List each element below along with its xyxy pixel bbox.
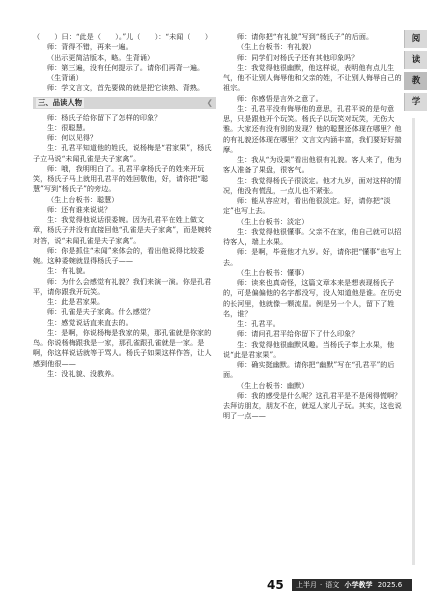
paragraph: 师：能从容应对，看出他很淡定。好，请你把“淡定”也写上去。 (223, 196, 391, 216)
sidebar (404, 30, 427, 114)
paragraph: 生：感觉说话直来直去的。 (47, 317, 133, 327)
left-column (33, 32, 216, 379)
paragraph: 生：此是君家果。 (47, 297, 105, 306)
paragraph: 师：确实挺幽默。请你把“幽默”写在“孔君平”的后面。 (223, 360, 395, 380)
tab-du: 读 (404, 51, 427, 69)
paragraph: 生：有礼貌。 (47, 266, 90, 276)
paragraph: （生上台板书：幽默） (237, 380, 309, 390)
paragraph: 生：孔君平。 (237, 319, 280, 328)
paragraph: 生：我从“为设果”看出他很有礼貌。客人来了，他为客人准备了果盘，很客气。 (223, 155, 402, 175)
paragraph: 师：还有谁来说说？ (47, 204, 112, 214)
issue-info-bar (292, 579, 412, 591)
paragraph: 师：请问孔君平给你留下了什么印象？ (237, 329, 359, 339)
paragraph: 生：我觉得他很懂事。父亲不在家，他自己就可以招待客人，端上水果。 (223, 226, 402, 246)
right-paragraphs (223, 32, 406, 422)
paragraph: （生上台板书：懂事） (237, 267, 309, 277)
left-paragraphs-bottom (33, 113, 216, 380)
magazine-brand: 小学教学 (344, 580, 373, 589)
sidebar-decorative-strip (404, 118, 427, 565)
paragraph: 师：杨氏子给你留下了怎样的印象？ (47, 112, 162, 122)
right-column (223, 32, 406, 422)
paragraph: 师：学文言文，首先要做的就是把它读熟、背熟。 (47, 83, 205, 93)
left-paragraphs-top (33, 32, 216, 94)
paragraph: （ ）曰：“此是（ ）。”儿（ ）：“未闻（ ） (33, 32, 212, 41)
issue-date: 2025.6 (377, 581, 403, 589)
paragraph: 师：背得不错，再来一遍。 (47, 42, 133, 52)
page-number: 45 (267, 578, 284, 592)
issue-half-month: 上半月 (296, 581, 317, 589)
paragraph: 生：没礼貌、没教养。 (47, 368, 119, 378)
issue-separator: · (320, 581, 323, 589)
paragraph: 师：哦，我明明白了。孔君平拿杨氏子的姓来开玩笑，杨氏子马上就用孔君平的姓回敬他，好，请你把“聪慧”写到“杨氏子”的旁边。 (33, 163, 209, 194)
paragraph: 师：同学们对杨氏子还有其他印象吗？ (237, 52, 359, 62)
paragraph: 师：是啊，毕竟他才九岁。好，请你把“懂事”也写上去。 (223, 247, 402, 267)
paragraph: 师：我的感受是什么呢？这孔君平是不是闲得慌啊？去拜访朋友，朋友不在，就逗人家儿子玩。其实，这也说明了一点—— (223, 390, 402, 421)
tab-jiao: 教 (404, 72, 427, 90)
paragraph: （生上台板书：有礼貌） (237, 42, 316, 52)
paragraph: 师：何以见得？ (47, 133, 98, 142)
paragraph: 生：孔君平知道他的姓氏，说杨梅是“君家果”，杨氏子立马说“未闻孔雀是夫子家禽”。 (33, 143, 212, 163)
paragraph: 师：读来也真奇怪，这篇文章本来是想表现杨氏子的，可是偏偏他的名字都没写，没人知道他是谁。在历史的长河里，他就像一颗流星。例是另一个人，留下了姓名，谁？ (223, 278, 402, 318)
paragraph: 师：你是抓住“未闻”来体会的，看出他说得比较委婉。这种委婉就显得杨氏子—— (33, 245, 205, 265)
paragraph: 生：孔君平没有侮辱他的意思，孔君平说的是句意思，只是跟他开个玩笑。杨氏子以玩笑对玩笑，无伤大雅。大家还有没有别的发现？他的聪慧还体现在哪里？他的有礼貌还体现在哪里？文言文内涵丰富，我们要好好揣摩。 (223, 103, 402, 154)
paragraph: 师：第三遍，没有任何提示了。请你们再背一遍。 (47, 62, 205, 72)
paragraph: 生：很聪慧。 (47, 122, 90, 132)
issue-subject: 语文 (325, 581, 340, 589)
section-heading: 三、品读人物 (38, 97, 83, 107)
paragraph: 师：为什么会感觉有礼貌？我们来演一演。你是孔君平，请你跟我开玩笑。 (33, 276, 212, 296)
paragraph: （生背诵） (47, 73, 83, 82)
chevron-left-icon: ❮ (206, 97, 213, 107)
paragraph: 生：我觉得他很幽默，他这样说，表明他有点儿生气，他不让别人侮辱他和父亲的姓，不让别人侮辱自己的祖宗。 (223, 62, 402, 93)
page-footer (0, 577, 427, 595)
paragraph: 生：我觉得他说话很委婉。因为孔君平在姓上做文章，杨氏子并没有直接回他“孔雀是夫子家禽”，而是婉转对答，说“未闻孔雀是夫子家禽”。 (33, 215, 212, 245)
paragraph: 生：我觉得杨氏子很淡定。他才九岁，面对这样的情况，他没有慌乱，一点儿也不紧张。 (223, 175, 402, 195)
paragraph: 生：我觉得他很幽默风趣。当杨氏子奉上水果，他说“此是君家果”。 (223, 339, 395, 359)
paragraph: （生上台板书：淡定） (237, 216, 309, 226)
paragraph: （出示更简洁版本，略。生背诵） (47, 52, 155, 62)
paragraph: 师：请你把“有礼貌”写到“杨氏子”的后面。 (237, 32, 374, 41)
section-heading-bar (33, 97, 216, 109)
paragraph: 师：孔雀是夫子家禽。什么感觉？ (47, 307, 155, 317)
paragraph: 师：你感悟是言外之意了。 (237, 93, 323, 103)
tab-yue: 阅 (404, 30, 427, 48)
paragraph: （生上台板书：聪慧） (47, 194, 119, 204)
paragraph: 生：是啊，你说杨梅是我家的果，那孔雀就是你家的鸟。你说杨梅跟我是一家，那孔雀跟孔雀就是一家。是啊，你这样说话就等于骂人。杨氏子如果这样作答，让人感到他很—— (33, 327, 212, 368)
tab-xue: 学 (404, 93, 427, 111)
